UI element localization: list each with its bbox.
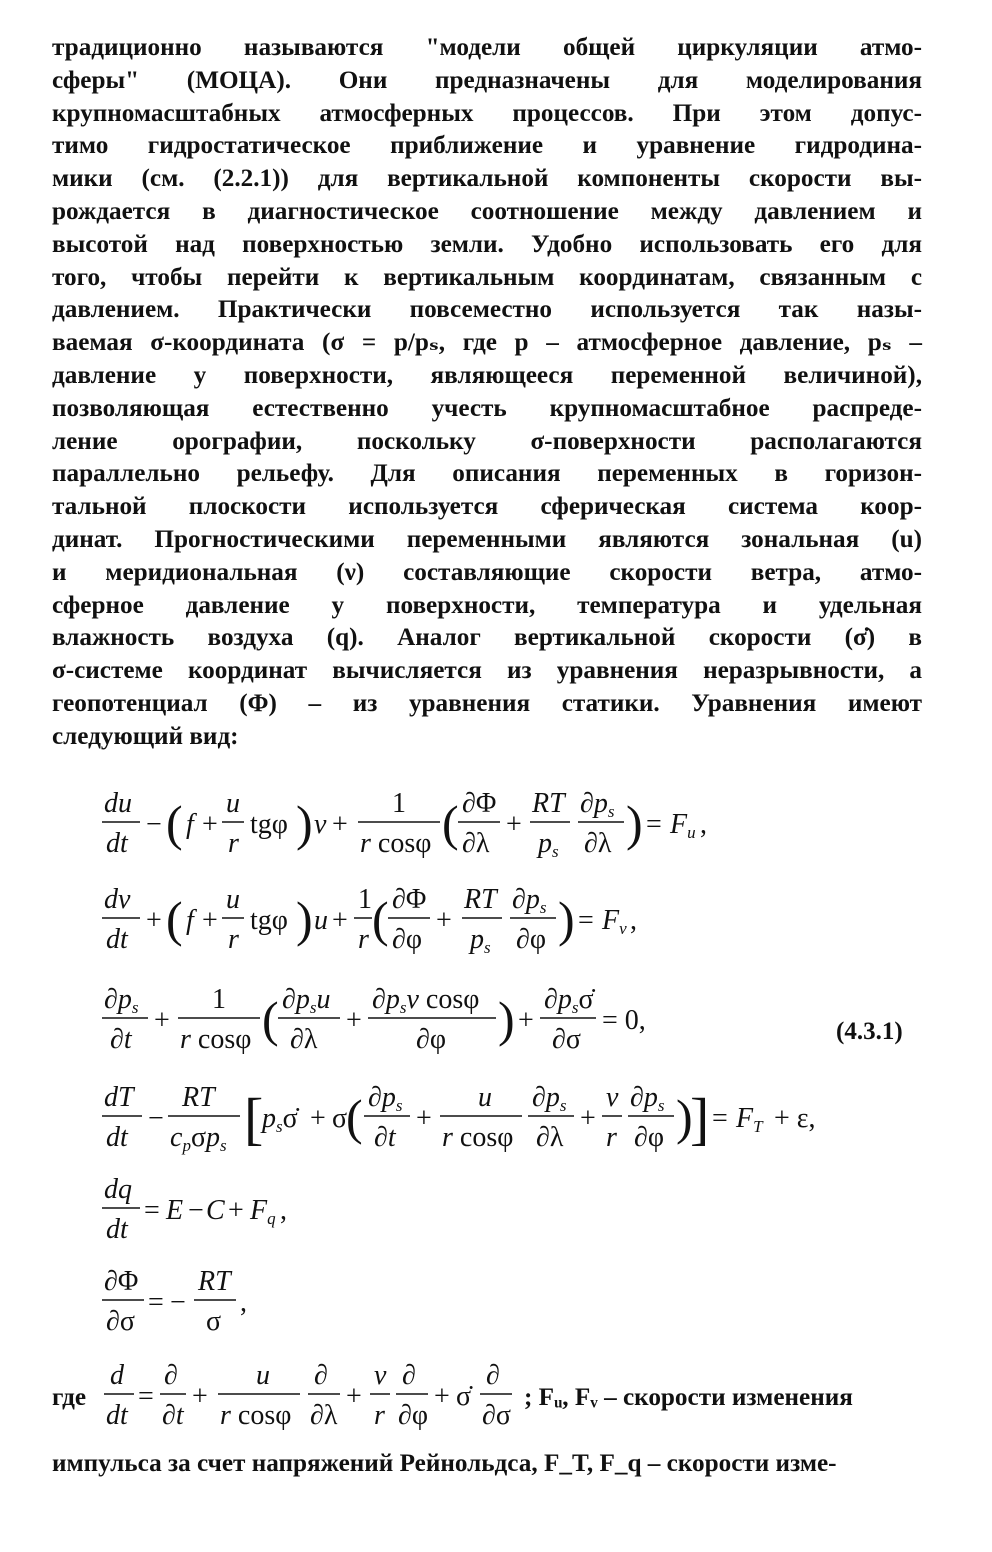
equation-2 bbox=[102, 884, 637, 957]
svg-text:∂σ: ∂σ bbox=[106, 1306, 135, 1337]
paragraph-line: геопотенциал (Φ) – из уравнения статики. Уравнения имеют bbox=[52, 689, 922, 717]
svg-text:+: + bbox=[332, 905, 348, 936]
svg-text:∂ps: ∂ps bbox=[368, 1082, 403, 1115]
svg-text:Fν: Fν bbox=[602, 905, 627, 938]
paragraph-line: мики (см. (2.2.1)) для вертикальной компоненты скорости вы- bbox=[52, 165, 922, 193]
svg-text:ps: ps bbox=[538, 828, 559, 861]
svg-text:(: ( bbox=[166, 795, 183, 851]
svg-text:dt: dt bbox=[106, 1214, 128, 1245]
svg-text:−: − bbox=[170, 1287, 186, 1318]
svg-text:RT: RT bbox=[464, 884, 497, 915]
svg-text:dt: dt bbox=[106, 1400, 128, 1431]
svg-text:dq: dq bbox=[104, 1174, 132, 1205]
svg-text:RT: RT bbox=[198, 1266, 231, 1297]
svg-text:=: = bbox=[144, 1195, 160, 1226]
svg-text:=: = bbox=[646, 809, 662, 840]
svg-text:]: ] bbox=[690, 1086, 710, 1151]
svg-text:dν: dν bbox=[104, 884, 131, 915]
svg-text:r cosφ: r cosφ bbox=[360, 828, 432, 859]
svg-text:dt: dt bbox=[106, 924, 128, 955]
svg-text:∂φ: ∂φ bbox=[634, 1122, 664, 1153]
svg-text:r: r bbox=[358, 924, 369, 955]
svg-text:ν: ν bbox=[374, 1360, 387, 1391]
svg-text:ν: ν bbox=[606, 1082, 619, 1113]
svg-text:∂φ: ∂φ bbox=[416, 1024, 446, 1055]
paragraph-line: сферное давление у поверхности, температура и удельная bbox=[52, 591, 922, 619]
svg-text:∂ps: ∂ps bbox=[532, 1082, 567, 1115]
paragraph-line: ваемая σ-координата (σ = p/pₛ, где p – атмосферное давление, pₛ – bbox=[52, 329, 922, 357]
paragraph-line: параллельно рельефу. Для описания переменных в горизон- bbox=[52, 460, 922, 488]
svg-text:−: − bbox=[146, 809, 162, 840]
equation-6 bbox=[102, 1266, 247, 1337]
svg-text:∂psσ̇: ∂psσ̇ bbox=[544, 984, 594, 1017]
equation-1-text bbox=[0, 0, 1, 1]
svg-text:∂σ: ∂σ bbox=[482, 1400, 511, 1431]
svg-text:r cosφ: r cosφ bbox=[442, 1122, 514, 1153]
svg-text:∂σ: ∂σ bbox=[552, 1024, 581, 1055]
paragraph-line: традиционно называются "модели общей циркуляции атмо- bbox=[52, 34, 922, 61]
svg-text:,: , bbox=[240, 1287, 247, 1318]
svg-text:r cosφ: r cosφ bbox=[220, 1400, 292, 1431]
svg-text:+: + bbox=[434, 1381, 450, 1412]
paragraph-line: и меридиональная (ν) составляющие скорости ветра, атмо- bbox=[52, 558, 922, 586]
svg-text:1: 1 bbox=[358, 884, 372, 915]
svg-text:u: u bbox=[256, 1360, 270, 1391]
svg-text:,: , bbox=[630, 905, 637, 936]
equation-1 bbox=[102, 788, 707, 861]
svg-text:tgφ: tgφ bbox=[250, 905, 288, 936]
svg-text:∂λ: ∂λ bbox=[536, 1122, 564, 1153]
svg-text:∂φ: ∂φ bbox=[398, 1400, 428, 1431]
svg-text:+: + bbox=[310, 1103, 326, 1134]
paragraph-line: тимо гидростатическое приближение и уравнение гидродина- bbox=[52, 132, 922, 160]
svg-text:+: + bbox=[228, 1195, 244, 1226]
paragraph-line: сферы" (МОЦА). Они предназначены для моделирования bbox=[52, 66, 922, 94]
paragraph-line: давление у поверхности, являющееся переменной величиной), bbox=[52, 361, 922, 389]
paragraph-line: давлением. Практически повсеместно используется так назы- bbox=[52, 296, 922, 324]
svg-text:f: f bbox=[186, 905, 194, 936]
svg-text:∂λ: ∂λ bbox=[290, 1024, 318, 1055]
svg-text:dt: dt bbox=[106, 1122, 128, 1153]
svg-text:ps: ps bbox=[470, 924, 491, 957]
svg-text:σ: σ bbox=[332, 1103, 348, 1134]
svg-text:du: du bbox=[104, 788, 132, 819]
svg-text:+: + bbox=[332, 809, 348, 840]
svg-text:f: f bbox=[186, 809, 194, 840]
svg-text:∂λ: ∂λ bbox=[462, 828, 490, 859]
svg-text:∂t: ∂t bbox=[162, 1400, 184, 1431]
svg-text:): ) bbox=[498, 991, 515, 1047]
svg-text:∂Φ: ∂Φ bbox=[462, 788, 497, 819]
svg-text:RT: RT bbox=[532, 788, 565, 819]
paragraph-line: позволяющая естественно учесть крупномасштабное распреде- bbox=[52, 394, 922, 422]
paragraph-line: тальной плоскости используется сферическая система коор- bbox=[52, 493, 922, 521]
svg-text:∂ps: ∂ps bbox=[512, 884, 547, 917]
svg-text:∂Φ: ∂Φ bbox=[392, 884, 427, 915]
svg-text:+: + bbox=[202, 809, 218, 840]
svg-text:∂Φ: ∂Φ bbox=[104, 1266, 139, 1297]
svg-text:d: d bbox=[110, 1360, 124, 1391]
svg-text:u: u bbox=[226, 884, 240, 915]
svg-text:cpσps: cpσps bbox=[170, 1122, 227, 1155]
svg-text:+: + bbox=[146, 905, 162, 936]
equation-number: (4.3.1) bbox=[836, 1018, 903, 1045]
svg-text:ν: ν bbox=[314, 809, 327, 840]
svg-text:∂ps: ∂ps bbox=[580, 788, 615, 821]
svg-text:,: , bbox=[280, 1195, 287, 1226]
equation-4 bbox=[102, 1082, 816, 1155]
svg-text:r: r bbox=[228, 828, 239, 859]
svg-text:(: ( bbox=[166, 891, 183, 947]
svg-text:(: ( bbox=[442, 795, 459, 851]
svg-text:+: + bbox=[436, 905, 452, 936]
svg-text:E: E bbox=[166, 1195, 184, 1226]
svg-text:+: + bbox=[154, 1005, 170, 1036]
svg-text:= 0,: = 0, bbox=[602, 1005, 646, 1036]
svg-text:∂psu: ∂psu bbox=[282, 984, 331, 1017]
svg-text:tgφ: tgφ bbox=[250, 809, 288, 840]
svg-text:σ: σ bbox=[206, 1306, 222, 1337]
svg-text:∂t: ∂t bbox=[110, 1024, 132, 1055]
svg-text:=: = bbox=[578, 905, 594, 936]
svg-text:r: r bbox=[374, 1400, 385, 1431]
svg-text:psσ̇: psσ̇ bbox=[262, 1103, 298, 1136]
paragraph-line: ление орографии, поскольку σ-поверхности располагаются bbox=[52, 427, 922, 455]
svg-text:∂λ: ∂λ bbox=[310, 1400, 338, 1431]
svg-text:∂ps: ∂ps bbox=[104, 984, 139, 1017]
svg-text:RT: RT bbox=[182, 1082, 215, 1113]
svg-text:∂: ∂ bbox=[486, 1360, 500, 1391]
svg-text:r: r bbox=[228, 924, 239, 955]
svg-text:): ) bbox=[558, 891, 575, 947]
footer-line-1-tail: ; Fᵤ, Fᵥ – скорости изменения bbox=[524, 1384, 853, 1411]
svg-text:∂φ: ∂φ bbox=[392, 924, 422, 955]
paragraph-line: σ-системе координат вычисляется из уравнения неразрывности, а bbox=[52, 657, 922, 685]
svg-text:(: ( bbox=[346, 1089, 363, 1145]
svg-text:∂psν cosφ: ∂psν cosφ bbox=[372, 984, 480, 1017]
svg-text:,: , bbox=[700, 809, 707, 840]
paragraph-line: высотой над поверхностью земли. Удобно использовать его для bbox=[52, 230, 922, 258]
svg-text:r: r bbox=[606, 1122, 617, 1153]
svg-text:+: + bbox=[346, 1005, 362, 1036]
paragraph-line: рождается в диагностическое соотношение между давлением и bbox=[52, 197, 922, 225]
svg-text:−: − bbox=[188, 1195, 204, 1226]
svg-text:+: + bbox=[202, 905, 218, 936]
svg-text:∂φ: ∂φ bbox=[516, 924, 546, 955]
svg-text:=: = bbox=[138, 1381, 154, 1412]
svg-text:∂: ∂ bbox=[314, 1360, 328, 1391]
footer-line-2: импульса за счет напряжений Рейнольдса, F_T, F_q – скорости изме- bbox=[52, 1450, 837, 1477]
svg-text:+: + bbox=[346, 1381, 362, 1412]
svg-text:(: ( bbox=[372, 891, 389, 947]
paragraph-line: того, чтобы перейти к вертикальным координатам, связанным с bbox=[52, 263, 922, 291]
svg-text:u: u bbox=[226, 788, 240, 819]
svg-text:Fq: Fq bbox=[250, 1195, 276, 1228]
svg-text:[: [ bbox=[244, 1086, 264, 1151]
svg-text:u: u bbox=[478, 1082, 492, 1113]
svg-text:): ) bbox=[676, 1089, 693, 1145]
svg-text:): ) bbox=[626, 795, 643, 851]
equation-3 bbox=[102, 984, 646, 1055]
svg-text:∂t: ∂t bbox=[374, 1122, 396, 1153]
svg-text:+: + bbox=[506, 809, 522, 840]
paragraph-line: крупномасштабных атмосферных процессов. При этом допус- bbox=[52, 99, 922, 127]
svg-text:+: + bbox=[416, 1103, 432, 1134]
svg-text:+ ε,: + ε, bbox=[774, 1103, 816, 1134]
svg-text:Fu: Fu bbox=[670, 809, 696, 842]
svg-text:+: + bbox=[518, 1005, 534, 1036]
svg-text:1: 1 bbox=[212, 984, 226, 1015]
svg-text:∂: ∂ bbox=[402, 1360, 416, 1391]
equation-5 bbox=[102, 1174, 287, 1245]
svg-text:σ̇: σ̇ bbox=[456, 1381, 472, 1412]
svg-text:): ) bbox=[296, 891, 313, 947]
svg-text:∂: ∂ bbox=[164, 1360, 178, 1391]
svg-text:∂ps: ∂ps bbox=[630, 1082, 665, 1115]
where-word: где bbox=[52, 1384, 87, 1411]
svg-text:u: u bbox=[314, 905, 328, 936]
svg-text:(: ( bbox=[262, 991, 279, 1047]
paragraph-line: следующий вид: bbox=[52, 722, 239, 750]
svg-text:−: − bbox=[148, 1103, 164, 1134]
svg-text:+: + bbox=[192, 1381, 208, 1412]
svg-text:=: = bbox=[148, 1287, 164, 1318]
svg-text:r cosφ: r cosφ bbox=[180, 1024, 252, 1055]
paragraph-line: влажность воздуха (q). Аналог вертикальной скорости (σ̇) в bbox=[52, 624, 922, 652]
svg-text:+: + bbox=[580, 1103, 596, 1134]
svg-text:=: = bbox=[712, 1103, 728, 1134]
svg-text:dt: dt bbox=[106, 828, 128, 859]
svg-text:): ) bbox=[296, 795, 313, 851]
svg-text:1: 1 bbox=[392, 788, 406, 819]
svg-text:dT: dT bbox=[104, 1082, 134, 1113]
paragraph-line: динат. Прогностическими переменными являются зональная (u) bbox=[52, 525, 922, 553]
svg-text:∂λ: ∂λ bbox=[584, 828, 612, 859]
svg-text:C: C bbox=[206, 1195, 225, 1226]
svg-text:FT: FT bbox=[736, 1103, 763, 1136]
